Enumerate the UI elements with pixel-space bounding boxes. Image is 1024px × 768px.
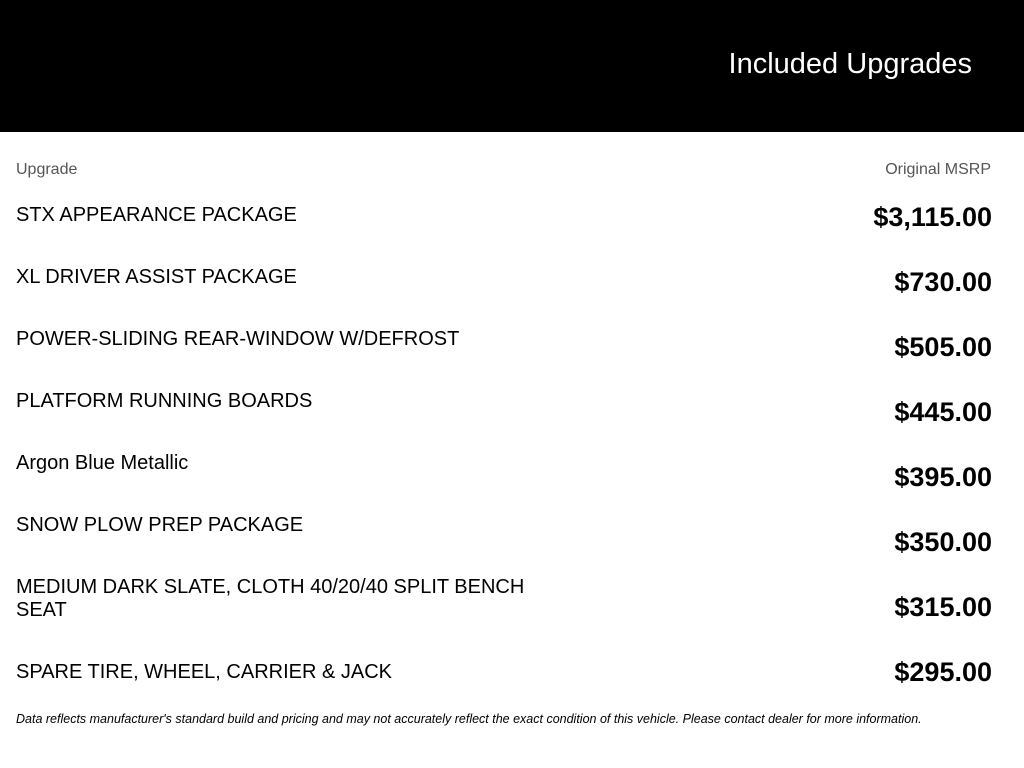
upgrade-name: STX APPEARANCE PACKAGE (16, 204, 297, 226)
upgrade-price: $295.00 (894, 657, 992, 687)
disclaimer-text: Data reflects manufacturer's standard build and pricing and may not accurately reflect the exact condition of this vehicle. Please contact dealer for more information. (16, 712, 922, 726)
upgrade-name: MEDIUM DARK SLATE, CLOTH 40/20/40 SPLIT BENCH SEAT (16, 576, 525, 621)
header-banner (0, 0, 1024, 132)
column-header-upgrade: Upgrade (16, 161, 78, 178)
upgrade-price: $445.00 (894, 397, 992, 427)
upgrade-price: $350.00 (894, 527, 992, 557)
upgrade-price: $505.00 (894, 332, 992, 362)
upgrade-name: POWER-SLIDING REAR-WINDOW W/DEFROST (16, 328, 460, 350)
upgrade-name: PLATFORM RUNNING BOARDS (16, 390, 313, 412)
column-header-msrp: Original MSRP (885, 161, 991, 178)
upgrade-name: Argon Blue Metallic (16, 452, 189, 474)
page-title: Included Upgrades (728, 48, 972, 80)
upgrade-price: $730.00 (894, 267, 992, 297)
upgrade-price: $315.00 (894, 592, 992, 622)
upgrade-price: $395.00 (894, 462, 992, 492)
upgrade-name: XL DRIVER ASSIST PACKAGE (16, 266, 297, 288)
upgrade-price: $3,115.00 (873, 202, 992, 232)
upgrade-name: SNOW PLOW PREP PACKAGE (16, 514, 304, 536)
upgrade-name: SPARE TIRE, WHEEL, CARRIER & JACK (16, 661, 393, 683)
